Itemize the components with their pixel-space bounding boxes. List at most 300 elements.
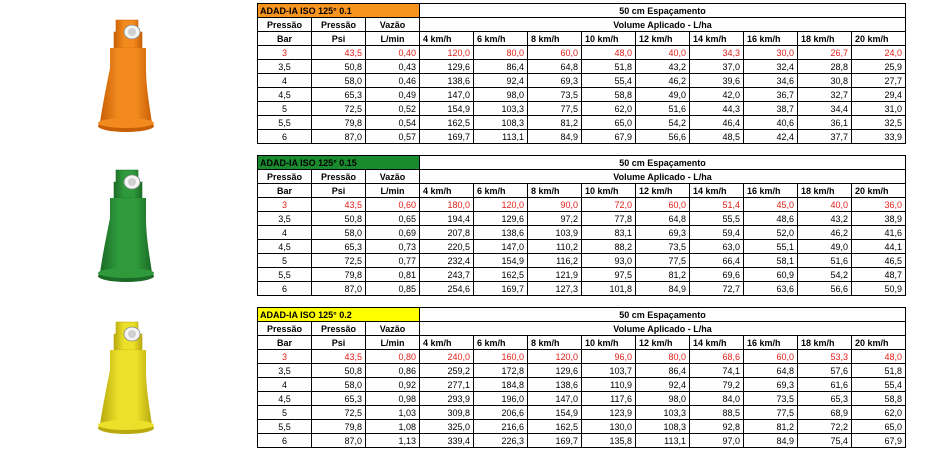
table-cell: 147,0 — [528, 392, 582, 406]
table-cell: 72,5 — [312, 102, 366, 116]
model-title: ADAD-IA ISO 125° 0.2 — [258, 308, 420, 322]
table-cell: 123,9 — [582, 406, 636, 420]
pressure-bar-header: Pressão — [258, 322, 312, 336]
table-cell: 194,4 — [420, 212, 474, 226]
table-row — [258, 406, 906, 420]
table-cell: 62,0 — [582, 102, 636, 116]
table-cell: 0,92 — [366, 378, 420, 392]
table-cell: 147,0 — [474, 240, 528, 254]
table-cell: 57,6 — [798, 364, 852, 378]
table-cell: 120,0 — [420, 46, 474, 60]
table-cell: 97,5 — [582, 268, 636, 282]
table-cell: 110,2 — [528, 240, 582, 254]
table-cell: 113,1 — [636, 434, 690, 448]
spacing-header: 50 cm Espaçamento — [420, 308, 906, 322]
table-cell: 5 — [258, 406, 312, 420]
psi-unit: Psi — [312, 184, 366, 198]
table-cell: 0,77 — [366, 254, 420, 268]
table-cell: 30,0 — [744, 46, 798, 60]
table-cell: 34,4 — [798, 102, 852, 116]
table-cell: 51,8 — [582, 60, 636, 74]
volume-header: Volume Aplicado - L/ha — [420, 170, 906, 184]
table-cell: 4 — [258, 74, 312, 88]
lmin-unit: L/min — [366, 32, 420, 46]
table-cell: 92,8 — [690, 420, 744, 434]
table-cell: 73,5 — [744, 392, 798, 406]
table-cell: 216,6 — [474, 420, 528, 434]
table-cell: 108,3 — [474, 116, 528, 130]
table-cell: 61,6 — [798, 378, 852, 392]
table-cell: 36,0 — [852, 198, 906, 212]
table-cell: 92,4 — [474, 74, 528, 88]
table-cell: 81,2 — [636, 268, 690, 282]
table-cell: 154,9 — [528, 406, 582, 420]
table-cell: 120,0 — [474, 198, 528, 212]
table-cell: 184,8 — [474, 378, 528, 392]
table-row — [258, 212, 906, 226]
table-cell: 52,0 — [744, 226, 798, 240]
table-cell: 34,6 — [744, 74, 798, 88]
table-cell: 154,9 — [420, 102, 474, 116]
table-cell: 50,8 — [312, 364, 366, 378]
table-cell: 0,49 — [366, 88, 420, 102]
table-cell: 36,7 — [744, 88, 798, 102]
table-cell: 4,5 — [258, 88, 312, 102]
table-row — [258, 420, 906, 434]
table-row — [258, 282, 906, 296]
table-cell: 129,6 — [420, 60, 474, 74]
table-cell: 42,0 — [690, 88, 744, 102]
table-cell: 98,0 — [474, 88, 528, 102]
table-cell: 54,2 — [636, 116, 690, 130]
table-cell: 73,5 — [636, 240, 690, 254]
table-cell: 169,7 — [420, 130, 474, 144]
nozzle-image — [80, 18, 170, 148]
table-cell: 49,0 — [636, 88, 690, 102]
speed-header: 4 km/h — [420, 184, 474, 198]
table-cell: 87,0 — [312, 282, 366, 296]
table-cell: 4,5 — [258, 392, 312, 406]
table-cell: 37,7 — [798, 130, 852, 144]
table-cell: 72,7 — [690, 282, 744, 296]
table-cell: 121,9 — [528, 268, 582, 282]
table-cell: 46,5 — [852, 254, 906, 268]
table-cell: 84,0 — [690, 392, 744, 406]
table-cell: 0,57 — [366, 130, 420, 144]
table-cell: 58,1 — [744, 254, 798, 268]
speed-header: 8 km/h — [528, 184, 582, 198]
table-cell: 87,0 — [312, 434, 366, 448]
table-cell: 56,6 — [798, 282, 852, 296]
table-cell: 48,7 — [852, 268, 906, 282]
table-cell: 29,4 — [852, 88, 906, 102]
table-cell: 172,8 — [474, 364, 528, 378]
table-cell: 103,3 — [474, 102, 528, 116]
flow-rate-table — [257, 307, 906, 448]
table-cell: 63,6 — [744, 282, 798, 296]
table-cell: 129,6 — [528, 364, 582, 378]
table-row — [258, 46, 906, 60]
table-cell: 77,5 — [744, 406, 798, 420]
flow-header: Vazão — [366, 322, 420, 336]
table-cell: 69,3 — [744, 378, 798, 392]
table-cell: 79,2 — [690, 378, 744, 392]
table-cell: 32,4 — [744, 60, 798, 74]
table-cell: 54,2 — [798, 268, 852, 282]
table-cell: 103,7 — [582, 364, 636, 378]
table-cell: 5,5 — [258, 420, 312, 434]
table-cell: 64,8 — [528, 60, 582, 74]
table-cell: 60,0 — [528, 46, 582, 60]
flow-rate-table — [257, 155, 906, 296]
table-cell: 81,2 — [528, 116, 582, 130]
flow-header: Vazão — [366, 170, 420, 184]
table-cell: 0,80 — [366, 350, 420, 364]
table-cell: 77,5 — [636, 254, 690, 268]
speed-header: 20 km/h — [852, 184, 906, 198]
table-cell: 6 — [258, 130, 312, 144]
table-row — [258, 434, 906, 448]
speed-header: 14 km/h — [690, 336, 744, 350]
table-cell: 243,7 — [420, 268, 474, 282]
table-cell: 48,0 — [852, 350, 906, 364]
table-cell: 65,3 — [312, 88, 366, 102]
table-cell: 5 — [258, 102, 312, 116]
speed-header: 18 km/h — [798, 336, 852, 350]
table-cell: 51,8 — [852, 364, 906, 378]
table-cell: 1,08 — [366, 420, 420, 434]
table-cell: 4,5 — [258, 240, 312, 254]
table-cell: 127,3 — [528, 282, 582, 296]
table-cell: 80,0 — [474, 46, 528, 60]
table-cell: 6 — [258, 434, 312, 448]
table-cell: 96,0 — [582, 350, 636, 364]
table-cell: 84,9 — [636, 282, 690, 296]
table-cell: 43,2 — [636, 60, 690, 74]
speed-header: 6 km/h — [474, 32, 528, 46]
speed-header: 8 km/h — [528, 32, 582, 46]
table-row — [258, 60, 906, 74]
table-cell: 55,4 — [852, 378, 906, 392]
table-cell: 86,4 — [636, 364, 690, 378]
table-cell: 77,8 — [582, 212, 636, 226]
volume-header: Volume Aplicado - L/ha — [420, 18, 906, 32]
speed-header: 10 km/h — [582, 32, 636, 46]
table-cell: 64,8 — [636, 212, 690, 226]
table-cell: 60,0 — [744, 350, 798, 364]
table-cell: 169,7 — [474, 282, 528, 296]
table-cell: 135,8 — [582, 434, 636, 448]
table-cell: 51,4 — [690, 198, 744, 212]
table-cell: 0,40 — [366, 46, 420, 60]
table-cell: 160,0 — [474, 350, 528, 364]
speed-header: 10 km/h — [582, 184, 636, 198]
table-cell: 40,0 — [798, 198, 852, 212]
table-cell: 138,6 — [528, 378, 582, 392]
table-cell: 79,8 — [312, 268, 366, 282]
table-cell: 103,3 — [636, 406, 690, 420]
table-cell: 64,8 — [744, 364, 798, 378]
table-cell: 55,4 — [582, 74, 636, 88]
table-cell: 3,5 — [258, 364, 312, 378]
table-cell: 0,52 — [366, 102, 420, 116]
table-cell: 206,6 — [474, 406, 528, 420]
table-cell: 43,5 — [312, 46, 366, 60]
table-cell: 0,81 — [366, 268, 420, 282]
table-cell: 83,1 — [582, 226, 636, 240]
table-cell: 58,0 — [312, 378, 366, 392]
speed-header: 20 km/h — [852, 32, 906, 46]
model-title: ADAD-IA ISO 125° 0.15 — [258, 156, 420, 170]
speed-header: 10 km/h — [582, 336, 636, 350]
model-title: ADAD-IA ISO 125° 0.1 — [258, 4, 420, 18]
table-row — [258, 226, 906, 240]
pressure-psi-header: Pressão — [312, 170, 366, 184]
table-cell: 43,5 — [312, 350, 366, 364]
table-cell: 32,7 — [798, 88, 852, 102]
table-cell: 44,1 — [852, 240, 906, 254]
table-cell: 84,9 — [528, 130, 582, 144]
table-row — [258, 116, 906, 130]
speed-header: 14 km/h — [690, 184, 744, 198]
table-cell: 50,8 — [312, 60, 366, 74]
table-cell: 92,4 — [636, 378, 690, 392]
table-cell: 60,0 — [636, 198, 690, 212]
table-cell: 116,2 — [528, 254, 582, 268]
table-cell: 138,6 — [420, 74, 474, 88]
table-cell: 65,3 — [312, 240, 366, 254]
table-cell: 162,5 — [420, 116, 474, 130]
table-cell: 63,0 — [690, 240, 744, 254]
table-cell: 162,5 — [528, 420, 582, 434]
table-row — [258, 364, 906, 378]
bar-unit: Bar — [258, 184, 312, 198]
table-cell: 49,0 — [798, 240, 852, 254]
table-cell: 69,3 — [528, 74, 582, 88]
table-cell: 87,0 — [312, 130, 366, 144]
table-row — [258, 392, 906, 406]
table-cell: 4 — [258, 226, 312, 240]
table-cell: 46,2 — [798, 226, 852, 240]
table-cell: 44,3 — [690, 102, 744, 116]
table-cell: 42,4 — [744, 130, 798, 144]
speed-header: 16 km/h — [744, 32, 798, 46]
speed-header: 12 km/h — [636, 184, 690, 198]
bar-unit: Bar — [258, 32, 312, 46]
table-cell: 207,8 — [420, 226, 474, 240]
table-cell: 86,4 — [474, 60, 528, 74]
speed-header: 20 km/h — [852, 336, 906, 350]
table-cell: 0,43 — [366, 60, 420, 74]
nozzle-image — [80, 320, 170, 450]
table-cell: 38,7 — [744, 102, 798, 116]
table-cell: 53,3 — [798, 350, 852, 364]
table-cell: 277,1 — [420, 378, 474, 392]
table-cell: 162,5 — [474, 268, 528, 282]
table-cell: 93,0 — [582, 254, 636, 268]
table-cell: 180,0 — [420, 198, 474, 212]
table-cell: 103,9 — [528, 226, 582, 240]
table-cell: 5 — [258, 254, 312, 268]
table-cell: 45,0 — [744, 198, 798, 212]
table-cell: 75,4 — [798, 434, 852, 448]
table-cell: 50,9 — [852, 282, 906, 296]
table-row — [258, 198, 906, 212]
table-cell: 73,5 — [528, 88, 582, 102]
table-cell: 110,9 — [582, 378, 636, 392]
table-cell: 84,9 — [744, 434, 798, 448]
table-cell: 58,8 — [852, 392, 906, 406]
table-cell: 77,5 — [528, 102, 582, 116]
table-cell: 24,0 — [852, 46, 906, 60]
table-cell: 30,8 — [798, 74, 852, 88]
table-cell: 240,0 — [420, 350, 474, 364]
table-cell: 154,9 — [474, 254, 528, 268]
table-cell: 67,9 — [852, 434, 906, 448]
spacing-header: 50 cm Espaçamento — [420, 156, 906, 170]
table-cell: 72,5 — [312, 254, 366, 268]
table-cell: 339,4 — [420, 434, 474, 448]
table-cell: 169,7 — [528, 434, 582, 448]
table-cell: 58,0 — [312, 74, 366, 88]
table-cell: 3 — [258, 350, 312, 364]
table-cell: 72,0 — [582, 198, 636, 212]
table-cell: 37,0 — [690, 60, 744, 74]
table-cell: 113,1 — [474, 130, 528, 144]
table-row — [258, 74, 906, 88]
table-row — [258, 102, 906, 116]
table-cell: 1,13 — [366, 434, 420, 448]
table-cell: 79,8 — [312, 116, 366, 130]
speed-header: 6 km/h — [474, 336, 528, 350]
table-cell: 68,6 — [690, 350, 744, 364]
table-cell: 25,9 — [852, 60, 906, 74]
table-cell: 3 — [258, 198, 312, 212]
speed-header: 18 km/h — [798, 32, 852, 46]
table-cell: 6 — [258, 282, 312, 296]
table-cell: 259,2 — [420, 364, 474, 378]
table-cell: 46,2 — [636, 74, 690, 88]
speed-header: 8 km/h — [528, 336, 582, 350]
table-cell: 40,0 — [636, 46, 690, 60]
table-cell: 130,0 — [582, 420, 636, 434]
table-cell: 72,5 — [312, 406, 366, 420]
table-cell: 3,5 — [258, 60, 312, 74]
table-cell: 117,6 — [582, 392, 636, 406]
table-cell: 65,0 — [852, 420, 906, 434]
psi-unit: Psi — [312, 336, 366, 350]
table-cell: 55,5 — [690, 212, 744, 226]
bar-unit: Bar — [258, 336, 312, 350]
table-cell: 79,8 — [312, 420, 366, 434]
table-cell: 0,69 — [366, 226, 420, 240]
table-cell: 48,5 — [690, 130, 744, 144]
table-cell: 32,5 — [852, 116, 906, 130]
table-cell: 27,7 — [852, 74, 906, 88]
table-cell: 108,3 — [636, 420, 690, 434]
table-cell: 34,3 — [690, 46, 744, 60]
table-cell: 26,7 — [798, 46, 852, 60]
table-cell: 98,0 — [636, 392, 690, 406]
table-cell: 196,0 — [474, 392, 528, 406]
speed-header: 4 km/h — [420, 32, 474, 46]
table-cell: 40,6 — [744, 116, 798, 130]
speed-header: 6 km/h — [474, 184, 528, 198]
table-row — [258, 130, 906, 144]
pressure-bar-header: Pressão — [258, 170, 312, 184]
table-row — [258, 254, 906, 268]
table-cell: 59,4 — [690, 226, 744, 240]
psi-unit: Psi — [312, 32, 366, 46]
table-cell: 65,0 — [582, 116, 636, 130]
table-cell: 254,6 — [420, 282, 474, 296]
table-row — [258, 350, 906, 364]
pressure-psi-header: Pressão — [312, 322, 366, 336]
table-cell: 69,3 — [636, 226, 690, 240]
lmin-unit: L/min — [366, 184, 420, 198]
flow-header: Vazão — [366, 18, 420, 32]
table-cell: 68,9 — [798, 406, 852, 420]
table-cell: 232,4 — [420, 254, 474, 268]
table-cell: 48,0 — [582, 46, 636, 60]
table-cell: 5,5 — [258, 116, 312, 130]
table-row — [258, 240, 906, 254]
table-cell: 3 — [258, 46, 312, 60]
table-cell: 138,6 — [474, 226, 528, 240]
table-cell: 1,03 — [366, 406, 420, 420]
table-row — [258, 378, 906, 392]
table-cell: 55,1 — [744, 240, 798, 254]
table-cell: 72,2 — [798, 420, 852, 434]
speed-header: 12 km/h — [636, 336, 690, 350]
table-cell: 51,6 — [798, 254, 852, 268]
table-cell: 147,0 — [420, 88, 474, 102]
table-cell: 325,0 — [420, 420, 474, 434]
table-cell: 97,2 — [528, 212, 582, 226]
speed-header: 18 km/h — [798, 184, 852, 198]
table-cell: 46,4 — [690, 116, 744, 130]
table-cell: 80,0 — [636, 350, 690, 364]
table-cell: 120,0 — [528, 350, 582, 364]
table-cell: 0,65 — [366, 212, 420, 226]
table-cell: 36,1 — [798, 116, 852, 130]
table-cell: 48,6 — [744, 212, 798, 226]
table-row — [258, 88, 906, 102]
volume-header: Volume Aplicado - L/ha — [420, 322, 906, 336]
table-cell: 0,60 — [366, 198, 420, 212]
table-cell: 0,54 — [366, 116, 420, 130]
table-cell: 88,2 — [582, 240, 636, 254]
table-cell: 90,0 — [528, 198, 582, 212]
nozzle-image — [80, 168, 170, 298]
table-cell: 62,0 — [852, 406, 906, 420]
table-cell: 226,3 — [474, 434, 528, 448]
table-cell: 43,5 — [312, 198, 366, 212]
table-row — [258, 268, 906, 282]
table-cell: 33,9 — [852, 130, 906, 144]
table-cell: 50,8 — [312, 212, 366, 226]
lmin-unit: L/min — [366, 336, 420, 350]
table-cell: 309,8 — [420, 406, 474, 420]
table-cell: 43,2 — [798, 212, 852, 226]
pressure-bar-header: Pressão — [258, 18, 312, 32]
table-cell: 74,1 — [690, 364, 744, 378]
table-cell: 220,5 — [420, 240, 474, 254]
table-cell: 5,5 — [258, 268, 312, 282]
table-cell: 65,3 — [312, 392, 366, 406]
table-cell: 58,8 — [582, 88, 636, 102]
speed-header: 4 km/h — [420, 336, 474, 350]
